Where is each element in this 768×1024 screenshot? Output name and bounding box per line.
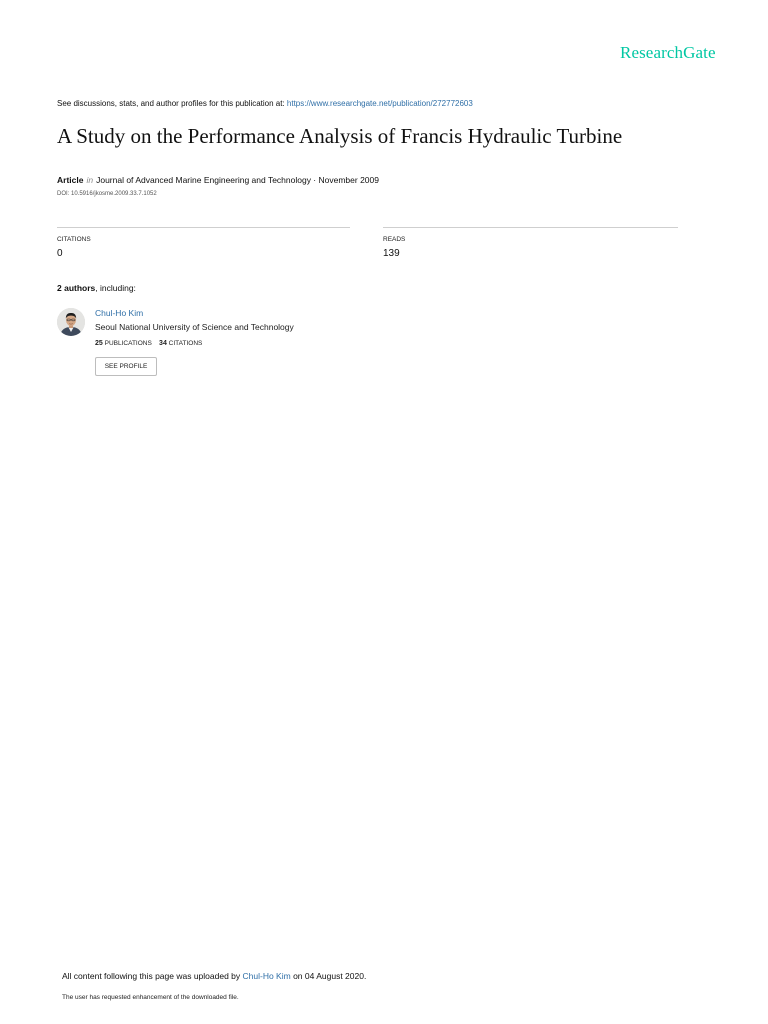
publication-type: Article (57, 175, 84, 185)
journal-and-date: Journal of Advanced Marine Engineering and Technology · November 2009 (96, 175, 379, 185)
researchgate-logo[interactable]: ResearchGate (620, 43, 716, 62)
citations-label: CITATIONS (57, 236, 91, 243)
meta-in-word: in (86, 175, 94, 185)
publication-meta (57, 175, 379, 185)
uploader-link[interactable]: Chul-Ho Kim (242, 971, 291, 981)
author-publications-label: PUBLICATIONS (104, 340, 152, 347)
author-photo-icon (57, 308, 85, 336)
author-name-link[interactable]: Chul-Ho Kim (95, 308, 144, 318)
authors-heading (57, 283, 136, 293)
citations-divider (57, 227, 350, 228)
authors-suffix: , including: (95, 283, 136, 293)
reads-divider (383, 227, 678, 228)
doi-text: DOI: 10.5916/jkosme.2009.33.7.1052 (57, 191, 157, 197)
see-profile-button[interactable]: SEE PROFILE (95, 357, 157, 376)
author-citations-count: 34 (159, 340, 167, 347)
authors-count: 2 authors (57, 283, 96, 293)
author-affiliation: Seoul National University of Science and Technology (95, 322, 294, 332)
author-citations-label: CITATIONS (168, 340, 203, 347)
author-publications-count: 25 (95, 340, 103, 347)
author-stats (95, 340, 202, 347)
discussions-prefix: See discussions, stats, and author profiles for this publication at: (57, 99, 287, 108)
reads-label: READS (383, 236, 406, 243)
discussions-line (57, 99, 473, 108)
upload-suffix: on 04 August 2020. (290, 971, 367, 981)
publication-title: A Study on the Performance Analysis of Francis Hydraulic Turbine (57, 124, 623, 148)
author-avatar[interactable] (57, 308, 85, 336)
upload-note (62, 971, 366, 981)
publication-url-link[interactable]: https://www.researchgate.net/publication/272772603 (286, 99, 473, 108)
enhancement-request-note: The user has requested enhancement of the downloaded file. (62, 994, 239, 1001)
citations-value: 0 (57, 248, 63, 259)
reads-value: 139 (383, 248, 400, 259)
upload-prefix: All content following this page was uploaded by (62, 971, 243, 981)
